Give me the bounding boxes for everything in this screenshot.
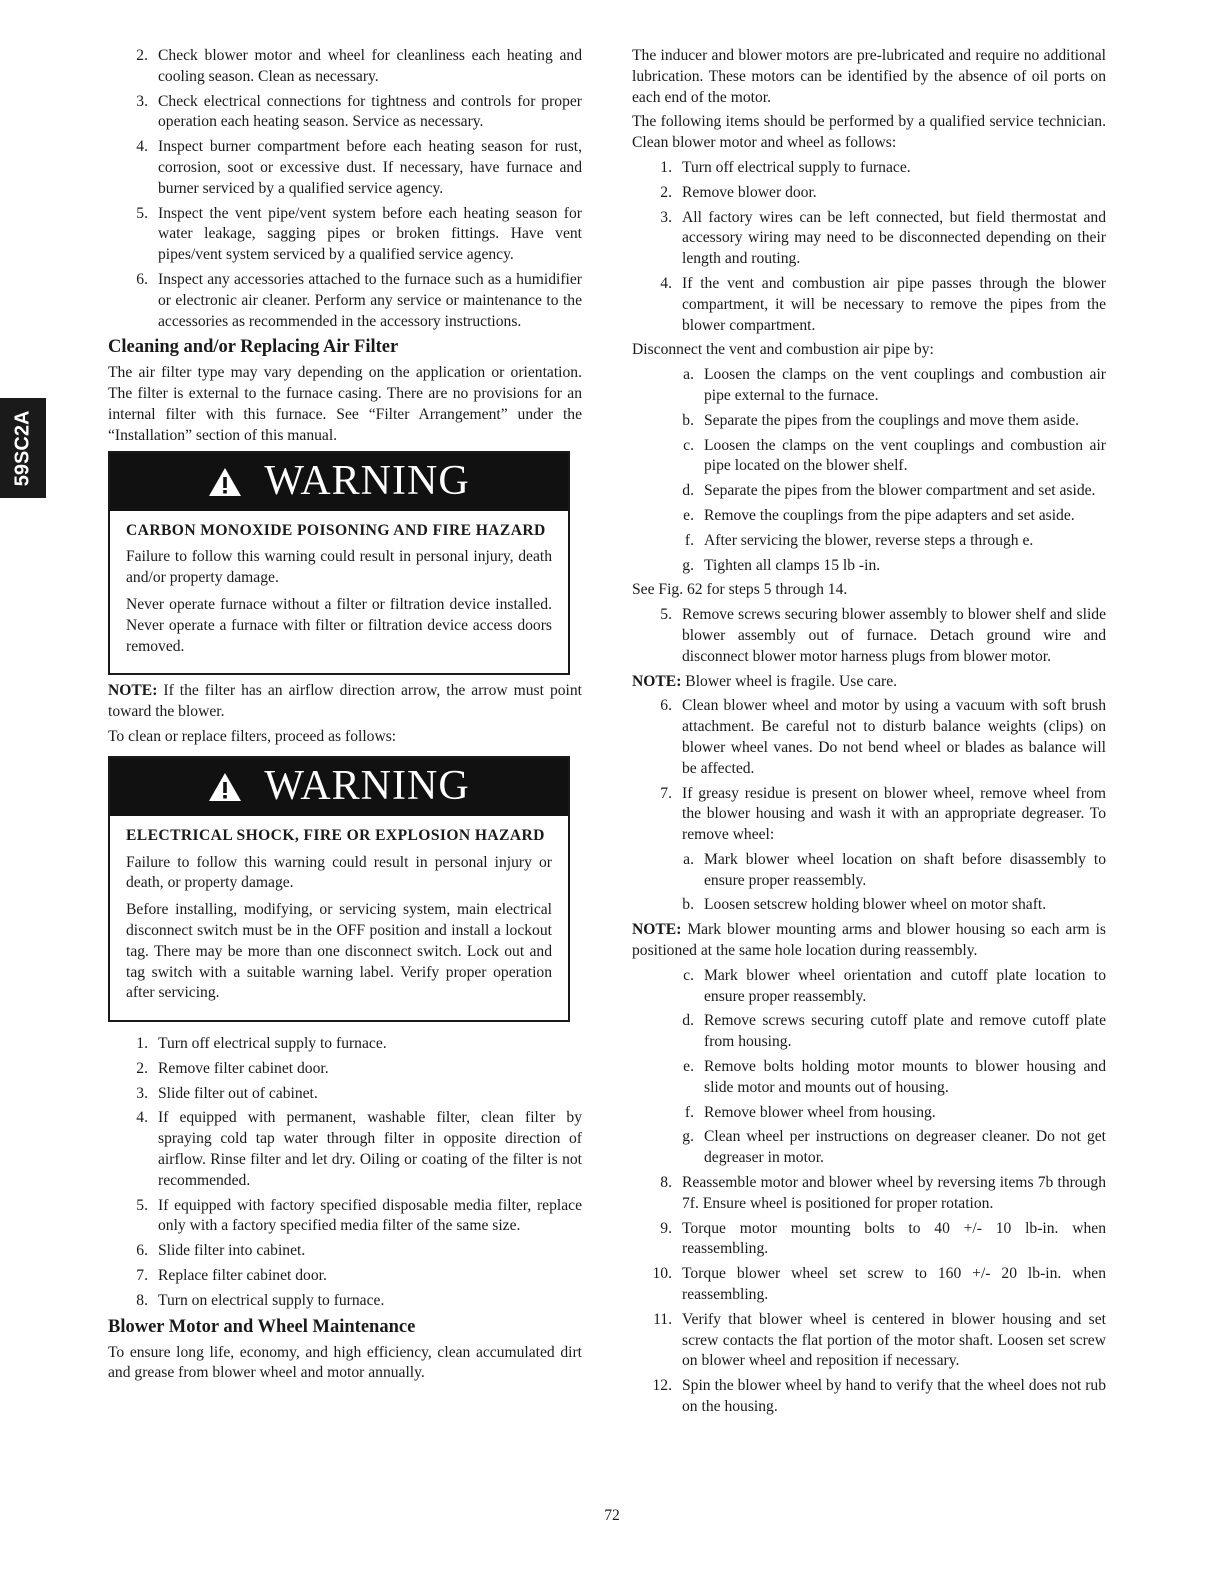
filter-intro: The air filter type may vary depending on the application or orientation. The filter is external to the furnace casing. There are no provisions for an internal filter with this furnace. See “Filter Arrangement” under the “Installation” section of this manual. xyxy=(108,364,582,444)
list-item xyxy=(632,696,1106,779)
list-item-text: Remove blower wheel from housing. xyxy=(704,1103,936,1121)
note xyxy=(632,672,1106,693)
list-item-text: If equipped with factory specified disposable media filter, replace only with a factory specified media filter of the same size. xyxy=(158,1196,582,1235)
list-item-number: 11. xyxy=(653,1310,672,1328)
list-item-text: Mark blower wheel location on shaft before disassembly to ensure proper reassembly. xyxy=(704,850,1106,889)
list-item-text: Loosen the clamps on the vent couplings and combustion air pipe external to the furnace. xyxy=(704,366,1106,404)
disconnect-substeps xyxy=(632,365,1106,576)
page-number: 72 xyxy=(604,1507,620,1524)
list-item-text: If equipped with permanent, washable filter, clean filter by spraying cold tap water through filter in opposite direction of airflow. Rinse filter and let dry. Oiling or coating of the filter is not recommended. xyxy=(158,1109,582,1189)
warning-text: Before installing, modifying, or servicing system, main electrical disconnect switch must be in the OFF position and install a lockout tag. There may be more than one disconnect switch. Lock out and tag switch with a suitable warning label. Verify proper operation after servicing. xyxy=(126,901,552,1002)
list-item xyxy=(632,605,1106,667)
list-item-text: Remove screws securing blower assembly to blower shelf and slide blower assembly out of furnace. Detach ground wire and disconnect blower motor harness plugs from blower motor. xyxy=(682,606,1106,665)
list-item-text: Clean wheel per instructions on degreaser cleaner. Do not get degreaser in motor. xyxy=(704,1128,1106,1167)
list-item xyxy=(632,506,1106,527)
list-item xyxy=(632,1376,1106,1418)
list-item-text: Check blower motor and wheel for cleanliness each heating and cooling season. Clean as necessary. xyxy=(158,47,582,85)
list-item xyxy=(108,46,582,88)
list-item-number: 3. xyxy=(660,208,672,226)
list-item-number: 12. xyxy=(652,1377,672,1395)
list-item-number: 10. xyxy=(652,1265,672,1283)
list-item-number: 6. xyxy=(136,270,148,288)
blower-steps xyxy=(632,1173,1106,1418)
side-tab-label: 59SC2A xyxy=(11,410,34,486)
list-item-number: e. xyxy=(683,1058,694,1076)
list-item-number: 6. xyxy=(660,697,672,715)
list-item-number: 8. xyxy=(660,1174,672,1192)
list-item-text: Loosen the clamps on the vent couplings and combustion air pipe located on the blower shelf. xyxy=(704,436,1106,475)
list-item xyxy=(632,1173,1106,1215)
list-item-text: Turn off electrical supply to furnace. xyxy=(682,158,911,176)
list-item-number: a. xyxy=(683,366,694,384)
list-item-text: Separate the pipes from the blower compartment and set aside. xyxy=(704,482,1096,500)
list-item-number: 3. xyxy=(136,92,148,110)
list-item-text: Turn on electrical supply to furnace. xyxy=(158,1291,385,1309)
list-item-text: All factory wires can be left connected, but field thermostat and accessory wiring may need to be disconnected depending on their length and routing. xyxy=(682,208,1106,268)
list-item-number: b. xyxy=(682,896,694,914)
list-item-number: 9. xyxy=(660,1219,672,1237)
list-item xyxy=(108,204,582,266)
warning-header xyxy=(110,453,568,511)
list-item-number: e. xyxy=(683,506,694,524)
list-item xyxy=(108,1059,582,1080)
list-item xyxy=(632,158,1106,179)
list-item-number: 8. xyxy=(136,1291,148,1309)
list-item-number: g. xyxy=(682,556,694,574)
list-item-text: After servicing the blower, reverse steps a through e. xyxy=(704,531,1034,549)
blower-steps xyxy=(632,158,1106,336)
list-item xyxy=(632,556,1106,577)
list-item-number: 2. xyxy=(660,183,672,201)
list-item xyxy=(632,1057,1106,1099)
list-item-text: Loosen setscrew holding blower wheel on motor shaft. xyxy=(704,896,1047,914)
list-item xyxy=(632,1219,1106,1261)
list-item xyxy=(108,1084,582,1105)
blower-intro: To ensure long life, economy, and high efficiency, clean accumulated dirt and grease from blower wheel and motor annually. xyxy=(108,1343,582,1382)
warning-text: Never operate furnace without a filter or filtration device installed. Never operate a furnace with filter or filtration device access doors removed. xyxy=(126,595,552,655)
list-item-text: Clean blower wheel and motor by using a vacuum with soft brush attachment. Be careful not to disturb balance weights (clips) on blower wheel vanes. Do not bend wheel or blades as balance will be affected. xyxy=(682,697,1106,777)
paragraph: See Fig. 62 for steps 5 through 14. xyxy=(632,581,848,599)
list-item-text: Verify that blower wheel is centered in blower housing and set screw contacts the flat portion of the motor shaft. Loosen set screw on blower wheel and reposition if necessary. xyxy=(682,1310,1106,1370)
list-item-number: 7. xyxy=(660,784,672,802)
list-item-text: Remove the couplings from the pipe adapters and set aside. xyxy=(704,506,1075,524)
list-item-text: Remove screws securing cutoff plate and remove cutoff plate from housing. xyxy=(704,1012,1106,1051)
list-item-number: 4. xyxy=(136,138,148,156)
list-item xyxy=(632,436,1106,478)
warning-box-co xyxy=(108,451,570,676)
list-item xyxy=(108,1034,582,1055)
hazard-title: CARBON MONOXIDE POISONING AND FIRE HAZARD xyxy=(126,521,546,539)
list-item-number: d. xyxy=(682,1012,694,1030)
warning-triangle-icon xyxy=(208,467,242,497)
list-item-number: 1. xyxy=(660,158,672,176)
list-item xyxy=(632,895,1106,916)
list-item-number: b. xyxy=(682,411,694,429)
list-item-text: If greasy residue is present on blower wheel, remove wheel from the blower housing and wash it with an appropriate degreaser. To remove wheel: xyxy=(682,784,1106,844)
blower-steps xyxy=(632,696,1106,846)
list-item xyxy=(108,270,582,332)
list-item-number: 2. xyxy=(136,47,148,64)
list-item-text: Reassemble motor and blower wheel by reversing items 7b through 7f. Ensure wheel is positioned for proper rotation. xyxy=(682,1174,1106,1212)
note-label: NOTE: xyxy=(632,921,682,939)
list-item-text: Slide filter into cabinet. xyxy=(158,1242,306,1260)
list-item-number: c. xyxy=(683,436,694,454)
list-item-number: f. xyxy=(684,1103,694,1121)
list-item xyxy=(632,850,1106,892)
list-item xyxy=(632,411,1106,432)
wheel-substeps xyxy=(632,850,1106,916)
list-item xyxy=(108,1266,582,1287)
warning-triangle-icon xyxy=(208,772,242,802)
list-item-number: d. xyxy=(682,482,694,500)
list-item xyxy=(632,208,1106,270)
note-text: Blower wheel is fragile. Use care. xyxy=(681,672,898,690)
wheel-substeps xyxy=(632,966,1106,1169)
list-item-text: Check electrical connections for tightness and controls for proper operation each heating season. Service as necessary. xyxy=(158,92,582,131)
list-item-number: a. xyxy=(683,850,694,868)
warning-title: WARNING xyxy=(264,763,470,810)
list-item-number: 4. xyxy=(660,274,672,292)
maintenance-list xyxy=(108,46,582,332)
blower-steps xyxy=(632,605,1106,667)
list-item xyxy=(632,481,1106,502)
list-item-text: Slide filter out of cabinet. xyxy=(158,1084,318,1102)
note xyxy=(108,681,582,723)
list-item-text: Inspect any accessories attached to the furnace such as a humidifier or electronic air cleaner. Perform any service or maintenance to the accessories as recommended in the accessory instructions. xyxy=(158,270,582,330)
list-item-number: 2. xyxy=(136,1059,148,1077)
warning-box-electrical xyxy=(108,756,570,1022)
list-item-number: 7. xyxy=(136,1267,148,1285)
paragraph: The following items should be performed by a qualified service technician. Clean blower motor and wheel as follows: xyxy=(632,113,1106,152)
list-item xyxy=(108,1108,582,1191)
filter-steps xyxy=(108,1034,582,1312)
list-item xyxy=(632,1103,1106,1124)
right-column xyxy=(632,46,1106,1422)
list-item xyxy=(632,784,1106,846)
list-item-text: Tighten all clamps 15 lb -in. xyxy=(704,556,881,574)
note-text: Mark blower mounting arms and blower housing so each arm is positioned at the same hole location during reassembly. xyxy=(632,921,1106,960)
list-item-text: Torque blower wheel set screw to 160 +/- 20 lb-in. when reassembling. xyxy=(682,1265,1106,1304)
list-item-number: g. xyxy=(682,1128,694,1146)
list-item-text: Separate the pipes from the couplings and move them aside. xyxy=(704,411,1080,429)
list-item-text: Turn off electrical supply to furnace. xyxy=(158,1035,387,1053)
list-item-text: Spin the blower wheel by hand to verify that the wheel does not rub on the housing. xyxy=(682,1377,1106,1416)
list-item-text: Torque motor mounting bolts to 40 +/- 10 lb-in. when reassembling. xyxy=(682,1219,1106,1258)
hazard-title: ELECTRICAL SHOCK, FIRE OR EXPLOSION HAZARD xyxy=(126,826,545,844)
list-item-number: 5. xyxy=(660,606,672,624)
list-item xyxy=(632,183,1106,204)
left-column xyxy=(108,46,582,1388)
list-item xyxy=(108,1291,582,1312)
list-item-number: c. xyxy=(683,966,694,984)
list-item xyxy=(632,1310,1106,1372)
list-item-number: 6. xyxy=(136,1242,148,1260)
list-item-text: Replace filter cabinet door. xyxy=(158,1267,327,1285)
warning-header xyxy=(110,758,568,816)
list-item xyxy=(632,365,1106,407)
list-item-number: f. xyxy=(684,531,694,549)
list-item xyxy=(632,1264,1106,1306)
list-item xyxy=(632,274,1106,336)
list-item xyxy=(108,92,582,134)
warning-title: WARNING xyxy=(264,458,470,505)
list-item xyxy=(108,137,582,199)
warning-text: Failure to follow this warning could result in personal injury, death and/or property damage. xyxy=(126,548,552,587)
list-item xyxy=(108,1241,582,1262)
list-item-number: 5. xyxy=(136,1196,148,1214)
note-label: NOTE: xyxy=(108,682,158,700)
list-item xyxy=(632,531,1106,552)
list-item-number: 4. xyxy=(136,1109,148,1127)
warning-text: Failure to follow this warning could result in personal injury or death, or property damage. xyxy=(126,853,552,892)
list-item xyxy=(632,966,1106,1008)
paragraph: Disconnect the vent and combustion air pipe by: xyxy=(632,341,934,359)
note-label: NOTE: xyxy=(632,672,682,690)
list-item xyxy=(108,1196,582,1238)
list-item-text: Remove blower door. xyxy=(682,183,817,201)
note-text: If the filter has an airflow direction arrow, the arrow must point toward the blower. xyxy=(108,682,582,721)
list-item xyxy=(632,1127,1106,1169)
list-item xyxy=(632,1011,1106,1053)
proceed-text: To clean or replace filters, proceed as follows: xyxy=(108,727,397,745)
filter-heading: Cleaning and/or Replacing Air Filter xyxy=(108,337,399,358)
list-item-text: Inspect burner compartment before each heating season for rust, corrosion, soot or excessive dust. If necessary, have furnace and burner serviced by a qualified service agency. xyxy=(158,138,582,197)
blower-heading: Blower Motor and Wheel Maintenance xyxy=(108,1316,416,1337)
list-item-number: 5. xyxy=(136,204,148,222)
list-item-text: Inspect the vent pipe/vent system before each heating season for water leakage, sagging pipes or broken fittings. Have vent pipes/vent system serviced by a qualified service agency. xyxy=(158,204,582,264)
list-item-text: Remove filter cabinet door. xyxy=(158,1059,329,1077)
list-item-text: Remove bolts holding motor mounts to blower housing and slide motor and mounts out of housing. xyxy=(704,1058,1106,1096)
paragraph: The inducer and blower motors are pre-lubricated and require no additional lubrication. These motors can be identified by the absence of oil ports on each end of the motor. xyxy=(632,47,1106,106)
list-item-text: Mark blower wheel orientation and cutoff plate location to ensure proper reassembly. xyxy=(704,966,1106,1005)
side-tab xyxy=(0,398,46,498)
list-item-number: 1. xyxy=(136,1035,148,1053)
list-item-number: 3. xyxy=(136,1084,148,1102)
list-item-text: If the vent and combustion air pipe passes through the blower compartment, it will be necessary to remove the pipes from the blower compartment. xyxy=(682,274,1106,334)
note xyxy=(632,920,1106,962)
